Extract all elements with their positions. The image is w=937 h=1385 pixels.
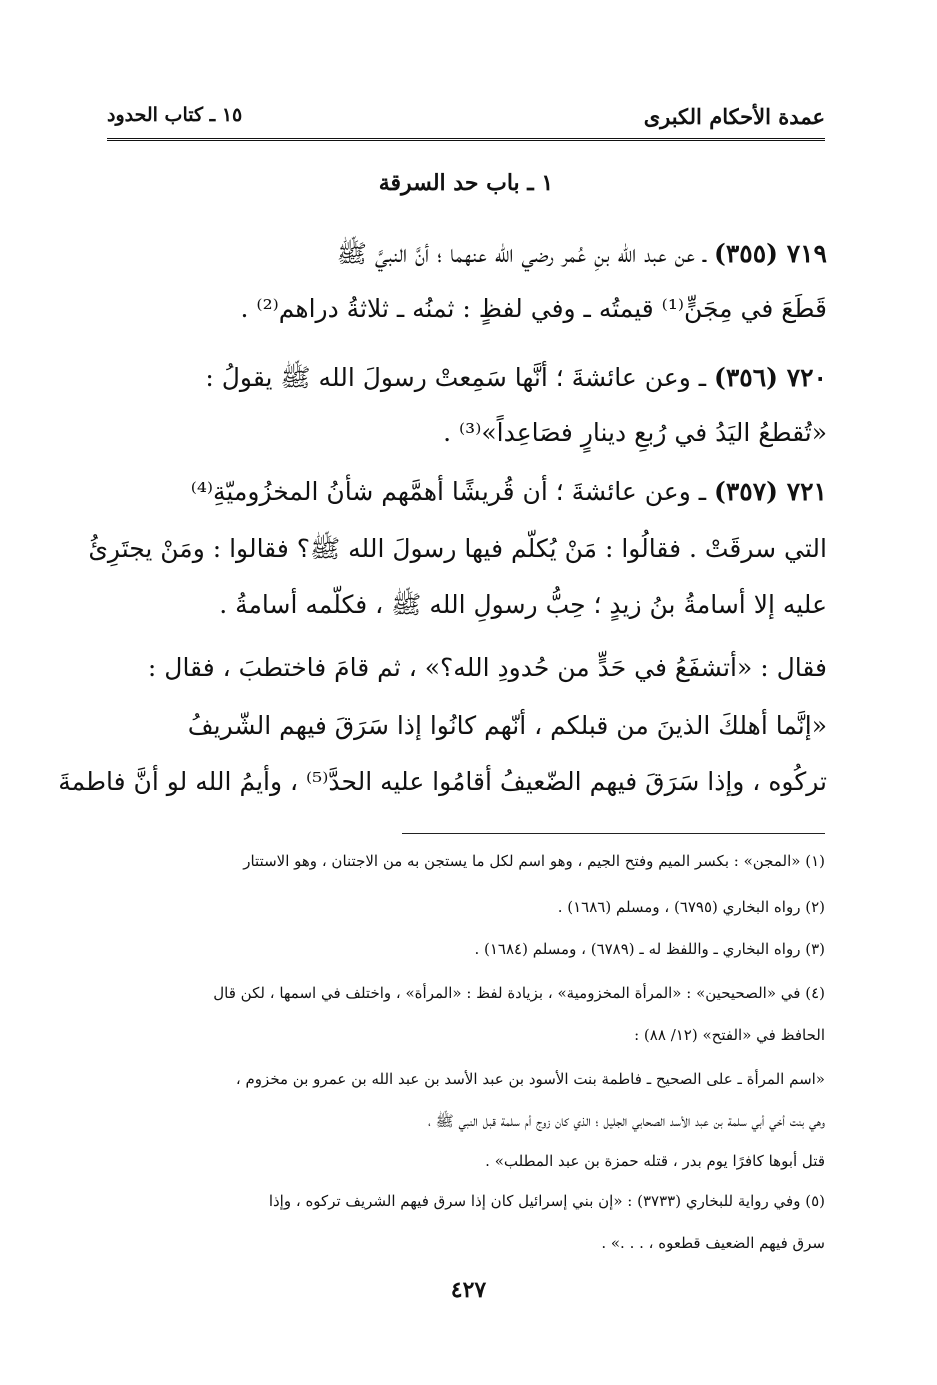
- section-title: ١ ـ باب حد السرقة: [378, 170, 554, 196]
- hadith-text: ـ وعن عائشةَ ؛ أنَّها سَمِعتْ رسولَ الله ﷺ يقولُ :: [205, 363, 707, 392]
- book-title: عمدة الأحكام الكبرى: [643, 104, 825, 129]
- text-line: تركُوه ، وإذا سَرَقَ فيهم الضّعيفُ أقامُوا عليه الحدَّ⁽⁵⁾ ، وأيمُ الله لو أنَّ فاطمةَ: [58, 767, 827, 796]
- chapter-label: ١٥ ـ كتاب الحدود: [107, 104, 243, 126]
- footnote-line: سرق فيهم الضعيف قطعوه ، . . .» .: [601, 1234, 825, 1252]
- text-line: التي سرقَتْ . فقالُوا : مَنْ يُكلّم فيها رسولَ الله ﷺ؟ فقالوا : ومَنْ يجتَرِئُ: [88, 534, 827, 563]
- text-line: [100, 238, 827, 275]
- running-header: [107, 100, 825, 140]
- text-line: فقال : «أتشفَعُ في حَدٍّ من حُدودِ الله؟» ، ثم قامَ فاختطبَ ، فقال :: [147, 653, 827, 682]
- hadith-number: ٧٢٠ (٣٥٦): [714, 363, 827, 392]
- footnote-line: قتل أبوها كافرًا يوم بدر ، قتله حمزة بن عبد المطلب» .: [485, 1152, 825, 1170]
- footnote-line: وهي بنت أخي أبي سلمة بن عبد الأسد الصحابي الجليل ؛ الذي كان زوج أم سلمة قبل النبي ﷺ ،: [428, 1112, 825, 1130]
- text-line: «تُقطعُ اليَدُ في رُبعِ دينارٍ فصَاعِداً»⁽³⁾ .: [443, 418, 827, 447]
- hadith-text: ـ عن عبد الله بنِ عُمر رضي الله عنهما ؛ أنَّ النبيَّ ﷺ: [336, 239, 707, 268]
- text-line: [100, 477, 827, 506]
- header-divider: [107, 138, 825, 141]
- text-line: قَطَعَ في مِجَنٍّ⁽¹⁾ قيمتُه ـ وفي لفظٍ : ثمنُه ـ ثلاثةُ دراهم⁽²⁾ .: [240, 294, 827, 323]
- footnote-line: (٥) وفي رواية للبخاري (٣٧٣٣) : «إن بني إسرائيل كان إذا سرق فيهم الشريف تركوه ، وإذا: [268, 1192, 825, 1210]
- text-line: «إنَّما أهلكَ الذينَ من قبلكم ، أنّهم كانُوا إذا سَرَقَ فيهم الشّريفُ: [187, 711, 827, 740]
- footnote-line: (٤) في «الصحيحين» : «المرأة المخزومية» ، بزيادة لفظ : «المرأة» ، واختلف في اسمها ، لكن قال: [213, 984, 825, 1002]
- footnote-line: «اسم المرأة ـ على الصحيح ـ فاطمة بنت الأسود بن عبد الأسد بن عبد الله بن عمرو بن مخزوم ،: [235, 1070, 825, 1088]
- footnote-line: الحافظ في «الفتح» (١٢/ ٨٨) :: [634, 1026, 825, 1044]
- footnote-divider: [402, 833, 825, 834]
- text-line: عليه إلا أسامةُ بنُ زيدٍ ؛ حِبُّ رسولِ الله ﷺ ، فكلّمه أسامةُ .: [219, 590, 827, 619]
- hadith-text: ـ وعن عائشةَ ؛ أن قُريشًا أهمَّهم شأنُ المخزُوميّةِ⁽⁴⁾: [190, 477, 707, 506]
- footnote-line: (١) «المجن» : بكسر الميم وفتح الجيم ، وهو اسم لكل ما يستجن به من الاجتنان ، وهو الاستتار: [243, 852, 825, 870]
- footnote-line: (٢) رواه البخاري (٦٧٩٥) ، ومسلم (١٦٨٦) .: [557, 898, 825, 916]
- hadith-number: ٧١٩ (٣٥٥): [714, 239, 827, 268]
- page-number: ٤٢٧: [450, 1277, 487, 1303]
- hadith-number: ٧٢١ (٣٥٧): [714, 477, 827, 506]
- footnote-line: (٣) رواه البخاري ـ واللفظ له ـ (٦٧٨٩) ، ومسلم (١٦٨٤) .: [474, 940, 825, 958]
- text-line: [100, 362, 827, 399]
